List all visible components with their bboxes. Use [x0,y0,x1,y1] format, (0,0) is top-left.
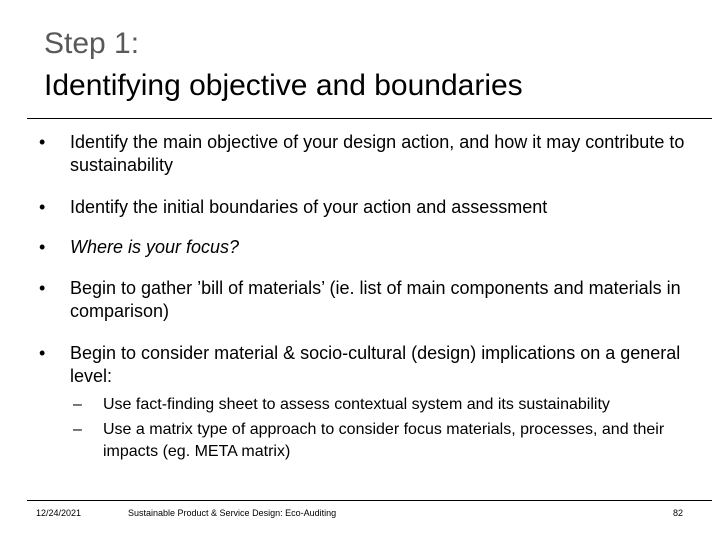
slide-title [44,26,704,104]
bullet-marker: • [39,343,46,363]
footer-title: Sustainable Product & Service Design: Eco-Auditing [128,508,337,518]
sub-bullet-marker: – [73,421,82,438]
page-title: Identifying objective and boundaries [44,69,523,102]
title-divider [27,118,712,119]
bullet-text: Identify the initial boundaries of your action and assessment [70,197,548,217]
bullet-text: Begin to consider material & socio-cultural (design) implications on a general level: [70,343,681,386]
sub-bullet-text: Use a matrix type of approach to consider focus materials, processes, and their impacts (eg. META matrix) [103,421,665,460]
bullet-text: Begin to gather ’bill of materials’ (ie. list of main components and materials in comparison) [70,278,681,321]
bullet-text: Identify the main objective of your design action, and how it may contribute to sustainability [70,132,685,175]
bullet-marker: • [39,237,46,257]
bullet-marker: • [39,132,46,152]
bullet-text: Where is your focus? [70,237,240,257]
footer-divider [27,500,712,501]
page-number: 82 [672,508,683,518]
bullet-marker: • [39,197,46,217]
sub-bullet-text: Use fact-finding sheet to assess contextual system and its sustainability [103,396,610,413]
bullet-marker: • [39,278,46,298]
footer-date: 12/24/2021 [36,508,82,518]
step-label: Step 1: [44,27,140,60]
sub-bullet-marker: – [73,396,82,413]
